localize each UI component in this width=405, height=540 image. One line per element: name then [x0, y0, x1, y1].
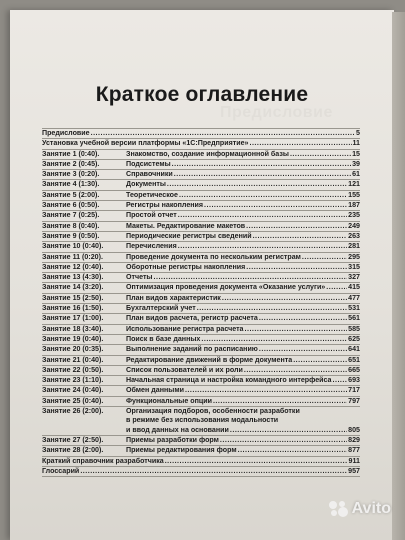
toc-dot-leader	[201, 335, 347, 344]
toc-page-number: 15	[352, 149, 360, 158]
toc-entry	[42, 139, 360, 148]
toc-entry	[42, 407, 360, 435]
toc-entry	[42, 232, 360, 241]
toc-page-number: 39	[352, 159, 360, 168]
toc-page-number: 327	[348, 273, 360, 282]
toc-entry	[42, 211, 360, 220]
toc-page-number: 957	[348, 466, 360, 475]
toc-lesson-label: Занятие 11 (0:20).	[42, 252, 103, 261]
toc-topic	[42, 457, 360, 466]
toc-entry	[42, 467, 360, 476]
avito-logo-icon	[328, 500, 348, 518]
toc-entry	[42, 386, 360, 395]
toc-topic-line	[126, 335, 360, 344]
toc-lesson-label: Занятие 26 (2:00).	[42, 407, 104, 416]
toc-lesson-label: Занятие 13 (4:30).	[42, 273, 104, 282]
toc-topic-text: Использование регистра расчета	[126, 324, 244, 333]
toc-topic	[126, 180, 360, 189]
toc-entry	[42, 150, 360, 159]
toc-dot-leader	[259, 345, 347, 354]
bleed-through-text: Предисловие	[220, 104, 333, 121]
toc-page-number: 5	[356, 129, 360, 137]
toc-page-number: 531	[348, 304, 360, 313]
toc-entry	[42, 253, 360, 262]
toc-page-number: 477	[348, 293, 360, 302]
toc-page-number: 585	[348, 324, 360, 333]
toc-topic-line	[126, 294, 360, 303]
toc-topic	[126, 436, 360, 445]
toc-topic-line	[126, 304, 360, 313]
toc-topic-line	[126, 242, 360, 251]
toc-lesson-label: Занятие 3 (0:20).	[42, 170, 100, 179]
toc-page-number: 121	[348, 180, 360, 189]
toc-entry	[42, 335, 360, 344]
toc-page-number: 665	[348, 365, 360, 374]
toc-dot-leader	[245, 325, 348, 334]
toc-entry	[42, 129, 360, 138]
toc-entry	[42, 345, 360, 354]
toc-topic	[126, 356, 360, 365]
page-edge-stack	[392, 12, 405, 540]
toc-lesson-label: Занятие 20 (0:35).	[42, 345, 104, 354]
toc-entry	[42, 170, 360, 179]
toc-topic-text: Выполнение заданий по расписанию	[126, 345, 258, 354]
toc-dot-leader	[154, 273, 348, 282]
toc-topic-text: Регистры накопления	[126, 201, 204, 210]
toc-topic-text: Приемы разработки форм	[126, 435, 219, 444]
toc-topic	[126, 191, 360, 200]
toc-entry	[42, 314, 360, 323]
toc-topic-text: Бухгалтерский учет	[126, 304, 196, 313]
toc-dot-leader	[197, 304, 347, 313]
toc-topic	[126, 304, 360, 313]
toc-page-number: 11	[352, 139, 360, 148]
toc-topic-line	[126, 253, 360, 262]
toc-topic-line	[126, 160, 360, 169]
page-title: Краткое оглавление	[95, 83, 309, 106]
toc-page-number: 717	[348, 386, 360, 395]
toc-topic-text: Простой отчет	[126, 211, 177, 220]
toc-topic	[42, 467, 360, 476]
toc-lesson-label: Занятие 23 (1:10).	[42, 376, 104, 385]
toc-dot-leader	[91, 129, 355, 138]
toc-lesson-label: Занятие 1 (0:40).	[42, 149, 100, 158]
toc-topic-line	[42, 139, 360, 148]
toc-topic	[126, 253, 360, 262]
toc-topic-text: Приемы редактирования форм	[126, 446, 237, 455]
toc-topic-line	[126, 446, 360, 455]
table-of-contents	[42, 128, 360, 477]
toc-topic-line	[126, 283, 360, 292]
toc-topic	[126, 325, 360, 334]
toc-topic-text: в режиме без использования модальности	[126, 416, 279, 425]
toc-entry	[42, 356, 360, 365]
watermark	[328, 500, 391, 518]
toc-topic-text: Список пользователей и их роли	[126, 365, 243, 374]
toc-entry	[42, 397, 360, 406]
toc-topic-text: и ввод данных на основании	[126, 425, 229, 434]
toc-topic	[126, 263, 360, 272]
toc-lesson-label: Занятие 2 (0:45).	[42, 159, 100, 168]
toc-dot-leader	[167, 180, 347, 189]
toc-topic-line	[126, 397, 360, 406]
toc-page-number: 187	[348, 201, 360, 210]
toc-dot-leader	[244, 366, 347, 375]
toc-dot-leader	[253, 232, 348, 241]
toc-page-number: 805	[348, 425, 360, 434]
toc-topic-text: Установка учебной версии платформы «1С:Предприятие»	[42, 139, 249, 148]
toc-page-number: 61	[352, 170, 360, 179]
toc-dot-leader	[290, 150, 351, 159]
toc-topic-text: Проведение документа по нескольким регистрам	[126, 252, 301, 261]
toc-page-number: 315	[348, 262, 360, 271]
toc-lesson-label: Занятие 17 (1:00).	[42, 314, 104, 323]
toc-topic-text: Подсистемы	[126, 159, 171, 168]
toc-dot-leader	[178, 211, 347, 220]
toc-topic	[126, 335, 360, 344]
toc-entry	[42, 325, 360, 334]
toc-dot-leader	[222, 294, 347, 303]
toc-dot-leader	[238, 446, 348, 455]
toc-topic-text: Макеты. Редактирование макетов	[126, 221, 246, 230]
toc-topic	[126, 446, 360, 455]
toc-topic-text: План видов характеристик	[126, 293, 221, 302]
toc-lesson-label: Занятие 19 (0:40).	[42, 334, 104, 343]
toc-lesson-label: Занятие 7 (0:25).	[42, 211, 100, 220]
toc-entry	[42, 457, 360, 466]
toc-topic	[126, 160, 360, 169]
toc-dot-leader	[204, 201, 347, 210]
toc-topic	[126, 366, 360, 375]
toc-topic-line	[126, 345, 360, 354]
toc-topic-text: Теоретическое	[126, 190, 178, 199]
toc-topic	[126, 345, 360, 354]
toc-topic	[126, 397, 360, 406]
toc-topic-line	[126, 386, 360, 395]
toc-lesson-label: Занятие 5 (2:00).	[42, 190, 100, 199]
toc-entry	[42, 242, 360, 251]
toc-dot-leader	[178, 242, 347, 251]
toc-page-number: 693	[348, 376, 360, 385]
toc-topic-text: Редактирование движений в форме документа	[126, 355, 293, 364]
toc-topic	[126, 211, 360, 220]
toc-lesson-label: Занятие 9 (0:50).	[42, 231, 100, 240]
toc-topic-line	[126, 314, 360, 323]
toc-topic-text: Предисловие	[42, 129, 90, 137]
toc-topic-text: Отчеты	[126, 273, 153, 282]
toc-topic-line	[126, 150, 360, 159]
toc-topic	[126, 150, 360, 159]
toc-topic	[126, 283, 360, 292]
toc-lesson-label: Занятие 15 (2:50).	[42, 293, 104, 302]
toc-dot-leader	[259, 314, 347, 323]
toc-topic-line	[126, 170, 360, 179]
toc-topic-line	[126, 416, 360, 425]
toc-lesson-label: Занятие 8 (0:40).	[42, 221, 100, 230]
toc-page-number: 415	[348, 283, 360, 292]
toc-entry	[42, 160, 360, 169]
toc-lesson-label: Занятие 28 (2:00).	[42, 446, 104, 455]
toc-entry	[42, 304, 360, 313]
toc-topic-text: Функциональные опции	[126, 396, 212, 405]
toc-dot-leader	[165, 457, 348, 466]
toc-lesson-label: Занятие 4 (1:30).	[42, 180, 100, 189]
toc-page-number: 911	[348, 456, 360, 465]
toc-topic-line	[42, 467, 360, 476]
toc-page-number: 281	[348, 242, 360, 251]
toc-dot-leader	[326, 283, 347, 292]
toc-topic-text: Перечисления	[126, 242, 177, 251]
toc-topic	[126, 170, 360, 179]
toc-lesson-label: Занятие 6 (0:50).	[42, 201, 100, 210]
toc-topic-text: Краткий справочник разработчика	[42, 456, 164, 465]
toc-topic-text: Оборотные регистры накопления	[126, 262, 246, 271]
toc-topic-line	[126, 201, 360, 210]
toc-page-number: 263	[348, 231, 360, 240]
toc-lesson-label: Занятие 16 (1:50).	[42, 304, 104, 313]
toc-topic-text: Периодические регистры сведений	[126, 231, 252, 240]
toc-entry	[42, 436, 360, 445]
toc-page-number: 295	[348, 252, 360, 261]
toc-dot-leader	[293, 356, 347, 365]
toc-dot-leader	[179, 191, 347, 200]
toc-page-number: 235	[348, 211, 360, 220]
toc-topic	[42, 129, 360, 138]
toc-entry	[42, 283, 360, 292]
toc-topic-text: Документы	[126, 180, 166, 189]
toc-entry	[42, 446, 360, 455]
toc-page-number: 641	[348, 345, 360, 354]
toc-topic-text: Поиск в базе данных	[126, 334, 201, 343]
book-page	[10, 10, 394, 540]
toc-topic-line	[126, 426, 360, 435]
toc-dot-leader	[185, 386, 347, 395]
toc-dot-leader	[302, 253, 347, 262]
toc-page-number: 625	[348, 334, 360, 343]
toc-lesson-label: Занятие 12 (0:40).	[42, 262, 104, 271]
toc-topic	[126, 273, 360, 282]
toc-dot-leader	[174, 170, 351, 179]
toc-entry	[42, 263, 360, 272]
toc-dot-leader	[246, 222, 347, 231]
toc-topic	[126, 294, 360, 303]
toc-page-number: 561	[348, 314, 360, 323]
toc-lesson-label: Занятие 14 (3:20).	[42, 283, 104, 292]
toc-topic	[126, 376, 360, 385]
toc-lesson-label: Занятие 10 (0:40).	[42, 242, 104, 251]
toc-topic-line	[126, 325, 360, 334]
toc-lesson-label: Занятие 25 (0:40).	[42, 396, 104, 405]
toc-lesson-label: Занятие 22 (0:50).	[42, 365, 104, 374]
toc-topic-line	[126, 222, 360, 231]
toc-topic-line	[42, 457, 360, 466]
toc-dot-leader	[213, 397, 347, 406]
toc-topic-text: Оптимизация проведения документа «Оказание услуги»	[126, 283, 326, 292]
toc-topic	[126, 201, 360, 210]
toc-dot-leader	[333, 376, 348, 385]
toc-topic-line	[126, 356, 360, 365]
toc-topic-line	[126, 376, 360, 385]
toc-entry	[42, 222, 360, 231]
toc-topic-line	[126, 263, 360, 272]
toc-page-number: 797	[348, 396, 360, 405]
toc-divider	[42, 476, 360, 477]
toc-page-number: 829	[348, 435, 360, 444]
toc-lesson-label: Занятие 18 (3:40).	[42, 324, 104, 333]
toc-lesson-label: Занятие 21 (0:40).	[42, 355, 104, 364]
toc-topic-line	[42, 129, 360, 138]
toc-topic-text: План видов расчета, регистр расчета	[126, 314, 258, 323]
toc-dot-leader	[80, 467, 347, 476]
toc-topic	[126, 407, 360, 435]
toc-topic-text: Начальная страница и настройка командного интерфейса	[126, 376, 332, 385]
toc-dot-leader	[220, 436, 347, 445]
toc-topic-line	[126, 407, 360, 416]
toc-topic-line	[126, 232, 360, 241]
toc-entry	[42, 273, 360, 282]
toc-entry	[42, 366, 360, 375]
toc-dot-leader	[230, 426, 347, 435]
toc-lesson-label: Занятие 24 (0:40).	[42, 386, 104, 395]
toc-topic-text: Обмен данными	[126, 386, 184, 395]
toc-entry	[42, 180, 360, 189]
toc-topic	[126, 222, 360, 231]
toc-topic	[42, 139, 360, 148]
toc-entry	[42, 376, 360, 385]
toc-page-number: 155	[348, 190, 360, 199]
toc-page-number: 249	[348, 221, 360, 230]
toc-topic-text: Знакомство, создание информационной базы	[126, 149, 289, 158]
toc-topic	[126, 314, 360, 323]
toc-topic-text: Организация подборов, особенности разработки	[126, 407, 300, 416]
toc-dot-leader	[172, 160, 351, 169]
toc-topic-text: Глоссарий	[42, 466, 80, 475]
watermark-text: Avito	[351, 500, 391, 517]
toc-topic-line	[126, 191, 360, 200]
toc-page-number: 877	[348, 446, 360, 455]
toc-lesson-label: Занятие 27 (2:50).	[42, 435, 104, 444]
toc-topic	[126, 232, 360, 241]
toc-dot-leader	[249, 139, 351, 148]
toc-topic-line	[126, 366, 360, 375]
toc-topic-line	[126, 180, 360, 189]
toc-entry	[42, 191, 360, 200]
toc-entry	[42, 294, 360, 303]
toc-entry	[42, 201, 360, 210]
toc-topic-line	[126, 436, 360, 445]
toc-dot-leader	[246, 263, 347, 272]
toc-topic-text: Справочники	[126, 170, 173, 179]
toc-topic	[126, 242, 360, 251]
toc-topic-line	[126, 273, 360, 282]
toc-topic-line	[126, 211, 360, 220]
toc-topic	[126, 386, 360, 395]
toc-page-number: 651	[348, 355, 360, 364]
